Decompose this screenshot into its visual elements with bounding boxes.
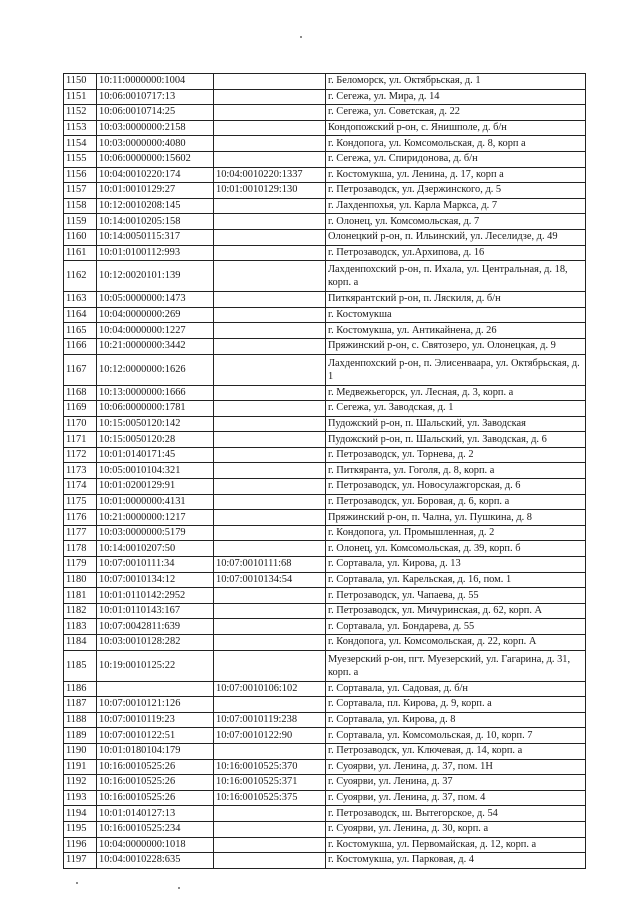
table-row — [64, 183, 586, 199]
table-row — [64, 759, 586, 775]
row-number-cell: 1152 — [64, 105, 97, 121]
row-number-cell: 1178 — [64, 541, 97, 557]
table-row — [64, 557, 586, 573]
row-number-cell: 1165 — [64, 323, 97, 339]
address-cell: г. Сортавала, ул. Комсомольская, д. 10, корп. 7 — [326, 728, 586, 744]
secondary-cadastral-number-cell — [214, 136, 326, 152]
cadastral-number-cell: 10:01:0180104:179 — [97, 743, 214, 759]
row-number-cell: 1193 — [64, 790, 97, 806]
secondary-cadastral-number-cell: 10:07:0010111:68 — [214, 557, 326, 573]
address-cell: г. Петрозаводск, ул. Чапаева, д. 55 — [326, 588, 586, 604]
address-cell: г. Петрозаводск, ул. Торнева, д. 2 — [326, 447, 586, 463]
table-row — [64, 74, 586, 90]
table-row — [64, 385, 586, 401]
secondary-cadastral-number-cell — [214, 292, 326, 308]
cadastral-number-cell: 10:12:0020101:139 — [97, 261, 214, 292]
address-cell: г. Сортавала, пл. Кирова, д. 9, корп. а — [326, 697, 586, 713]
row-number-cell: 1154 — [64, 136, 97, 152]
cadastral-number-cell: 10:07:0042811:639 — [97, 619, 214, 635]
secondary-cadastral-number-cell — [214, 89, 326, 105]
table-row — [64, 105, 586, 121]
address-cell: Лахденпохский р-он, п. Элисенваара, ул. Октябрьская, д. 1 — [326, 354, 586, 385]
table-row — [64, 447, 586, 463]
address-cell: г. Суоярви, ул. Ленина, д. 37 — [326, 775, 586, 791]
cadastral-number-cell: 10:01:0140127:13 — [97, 806, 214, 822]
secondary-cadastral-number-cell — [214, 603, 326, 619]
address-cell: г. Сортавала, ул. Кирова, д. 13 — [326, 557, 586, 573]
secondary-cadastral-number-cell — [214, 416, 326, 432]
secondary-cadastral-number-cell — [214, 743, 326, 759]
table-row — [64, 619, 586, 635]
secondary-cadastral-number-cell — [214, 74, 326, 90]
cadastral-number-cell: 10:06:0010717:13 — [97, 89, 214, 105]
row-number-cell: 1172 — [64, 447, 97, 463]
secondary-cadastral-number-cell — [214, 214, 326, 230]
address-cell: г. Костомукша, ул. Парковая, д. 4 — [326, 853, 586, 869]
table-row — [64, 681, 586, 697]
row-number-cell: 1166 — [64, 338, 97, 354]
table-row — [64, 635, 586, 651]
table-row — [64, 120, 586, 136]
address-cell: г. Петрозаводск, ул. Новосулажгорская, д. 6 — [326, 479, 586, 495]
table-row — [64, 821, 586, 837]
table-row — [64, 541, 586, 557]
address-cell: г. Суоярви, ул. Ленина, д. 30, корп. а — [326, 821, 586, 837]
cadastral-number-cell: 10:04:0010220:174 — [97, 167, 214, 183]
cadastral-number-cell: 10:16:0010525:26 — [97, 759, 214, 775]
cadastral-number-cell: 10:13:0000000:1666 — [97, 385, 214, 401]
cadastral-number-cell: 10:03:0010128:282 — [97, 635, 214, 651]
address-cell: г. Петрозаводск, ул. Боровая, д. 6, корп. а — [326, 494, 586, 510]
secondary-cadastral-number-cell — [214, 198, 326, 214]
table-row — [64, 775, 586, 791]
secondary-cadastral-number-cell — [214, 588, 326, 604]
address-cell: г. Костомукша — [326, 307, 586, 323]
cadastral-number-cell: 10:04:0000000:1018 — [97, 837, 214, 853]
cadastral-number-cell: 10:14:0050115:317 — [97, 229, 214, 245]
row-number-cell: 1191 — [64, 759, 97, 775]
cadastral-number-cell: 10:15:0050120:142 — [97, 416, 214, 432]
address-cell: г. Петрозаводск, ул. Дзержинского, д. 5 — [326, 183, 586, 199]
row-number-cell: 1180 — [64, 572, 97, 588]
table-row — [64, 198, 586, 214]
secondary-cadastral-number-cell — [214, 525, 326, 541]
secondary-cadastral-number-cell — [214, 541, 326, 557]
table-row — [64, 354, 586, 385]
address-cell: г. Сортавала, ул. Карельская, д. 16, пом. 1 — [326, 572, 586, 588]
secondary-cadastral-number-cell — [214, 479, 326, 495]
row-number-cell: 1158 — [64, 198, 97, 214]
row-number-cell: 1195 — [64, 821, 97, 837]
secondary-cadastral-number-cell: 10:01:0010129:130 — [214, 183, 326, 199]
table-row — [64, 650, 586, 681]
cadastral-number-cell: 10:19:0010125:22 — [97, 650, 214, 681]
row-number-cell: 1164 — [64, 307, 97, 323]
scan-speck — [76, 882, 78, 884]
scan-speck — [300, 36, 302, 38]
table-row — [64, 494, 586, 510]
address-cell: г. Олонец, ул. Комсомольская, д. 39, корп. б — [326, 541, 586, 557]
cadastral-number-cell: 10:01:0110143:167 — [97, 603, 214, 619]
table-row — [64, 510, 586, 526]
row-number-cell: 1155 — [64, 151, 97, 167]
address-cell: Кондопожский р-он, с. Янишполе, д. б/н — [326, 120, 586, 136]
address-cell: г. Медвежьегорск, ул. Лесная, д. 3, корп. а — [326, 385, 586, 401]
table-row — [64, 837, 586, 853]
address-cell: г. Сегежа, ул. Заводская, д. 1 — [326, 401, 586, 417]
cadastral-number-cell: 10:01:0110142:2952 — [97, 588, 214, 604]
table-row — [64, 245, 586, 261]
cadastral-number-cell: 10:07:0010111:34 — [97, 557, 214, 573]
row-number-cell: 1160 — [64, 229, 97, 245]
cadastral-number-cell: 10:12:0010208:145 — [97, 198, 214, 214]
secondary-cadastral-number-cell — [214, 245, 326, 261]
row-number-cell: 1153 — [64, 120, 97, 136]
secondary-cadastral-number-cell: 10:16:0010525:375 — [214, 790, 326, 806]
address-cell: г. Кондопога, ул. Комсомольская, д. 8, корп а — [326, 136, 586, 152]
address-cell: г. Петрозаводск, ш. Вытегорское, д. 54 — [326, 806, 586, 822]
address-cell: г. Сортавала, ул. Садовая, д. б/н — [326, 681, 586, 697]
row-number-cell: 1182 — [64, 603, 97, 619]
address-cell: г. Олонец, ул. Комсомольская, д. 7 — [326, 214, 586, 230]
secondary-cadastral-number-cell — [214, 401, 326, 417]
secondary-cadastral-number-cell — [214, 821, 326, 837]
property-registry-table — [63, 73, 586, 869]
address-cell: Пряжинский р-он, с. Святозеро, ул. Олонецкая, д. 9 — [326, 338, 586, 354]
secondary-cadastral-number-cell — [214, 261, 326, 292]
cadastral-number-cell: 10:03:0000000:4080 — [97, 136, 214, 152]
address-cell: Лахденпохский р-он, п. Ихала, ул. Центральная, д. 18, корп. а — [326, 261, 586, 292]
cadastral-number-cell: 10:04:0000000:1227 — [97, 323, 214, 339]
address-cell: г. Костомукша, ул. Ленина, д. 17, корп а — [326, 167, 586, 183]
secondary-cadastral-number-cell — [214, 307, 326, 323]
cadastral-number-cell: 10:07:0010121:126 — [97, 697, 214, 713]
row-number-cell: 1185 — [64, 650, 97, 681]
cadastral-number-cell: 10:16:0010525:234 — [97, 821, 214, 837]
cadastral-number-cell: 10:05:0000000:1473 — [97, 292, 214, 308]
table-row — [64, 151, 586, 167]
cadastral-number-cell: 10:01:0000000:4131 — [97, 494, 214, 510]
cadastral-number-cell: 10:03:0000000:5179 — [97, 525, 214, 541]
table-row — [64, 432, 586, 448]
secondary-cadastral-number-cell — [214, 338, 326, 354]
address-cell: Пудожский р-он, п. Шальский, ул. Заводская, д. 6 — [326, 432, 586, 448]
secondary-cadastral-number-cell — [214, 120, 326, 136]
row-number-cell: 1190 — [64, 743, 97, 759]
row-number-cell: 1168 — [64, 385, 97, 401]
row-number-cell: 1187 — [64, 697, 97, 713]
secondary-cadastral-number-cell — [214, 635, 326, 651]
table-row — [64, 463, 586, 479]
table-row — [64, 525, 586, 541]
table-row — [64, 292, 586, 308]
address-cell: г. Петрозаводск, ул.Архипова, д. 16 — [326, 245, 586, 261]
row-number-cell: 1184 — [64, 635, 97, 651]
cadastral-number-cell: 10:07:0010119:23 — [97, 712, 214, 728]
table-row — [64, 167, 586, 183]
address-cell: г. Суоярви, ул. Ленина, д. 37, пом. 4 — [326, 790, 586, 806]
address-cell: г. Беломорск, ул. Октябрьская, д. 1 — [326, 74, 586, 90]
address-cell: Олонецкий р-он, п. Ильинский, ул. Леселидзе, д. 49 — [326, 229, 586, 245]
secondary-cadastral-number-cell — [214, 432, 326, 448]
secondary-cadastral-number-cell — [214, 354, 326, 385]
row-number-cell: 1150 — [64, 74, 97, 90]
secondary-cadastral-number-cell — [214, 494, 326, 510]
row-number-cell: 1196 — [64, 837, 97, 853]
table-row — [64, 806, 586, 822]
cadastral-number-cell: 10:01:0010129:27 — [97, 183, 214, 199]
row-number-cell: 1194 — [64, 806, 97, 822]
row-number-cell: 1179 — [64, 557, 97, 573]
table-row — [64, 323, 586, 339]
cadastral-number-cell: 10:14:0010207:50 — [97, 541, 214, 557]
secondary-cadastral-number-cell — [214, 229, 326, 245]
address-cell: г. Сегежа, ул. Спиридонова, д. б/н — [326, 151, 586, 167]
table-row — [64, 743, 586, 759]
cadastral-number-cell: 10:15:0050120:28 — [97, 432, 214, 448]
secondary-cadastral-number-cell: 10:07:0010122:90 — [214, 728, 326, 744]
cadastral-number-cell: 10:06:0000000:1781 — [97, 401, 214, 417]
secondary-cadastral-number-cell — [214, 806, 326, 822]
address-cell: г. Сортавала, ул. Кирова, д. 8 — [326, 712, 586, 728]
row-number-cell: 1176 — [64, 510, 97, 526]
row-number-cell: 1162 — [64, 261, 97, 292]
table-row — [64, 89, 586, 105]
secondary-cadastral-number-cell — [214, 463, 326, 479]
cadastral-number-cell: 10:11:0000000:1004 — [97, 74, 214, 90]
secondary-cadastral-number-cell: 10:04:0010220:1337 — [214, 167, 326, 183]
cadastral-number-cell: 10:04:0010228:635 — [97, 853, 214, 869]
table-row — [64, 479, 586, 495]
table-row — [64, 261, 586, 292]
cadastral-number-cell: 10:01:0140171:45 — [97, 447, 214, 463]
address-cell: г. Петрозаводск, ул. Мичуринская, д. 62, корп. А — [326, 603, 586, 619]
row-number-cell: 1197 — [64, 853, 97, 869]
table-row — [64, 401, 586, 417]
cadastral-number-cell: 10:12:0000000:1626 — [97, 354, 214, 385]
scan-speck — [178, 887, 180, 889]
cadastral-number-cell: 10:05:0010104:321 — [97, 463, 214, 479]
address-cell: Питкярантский р-он, п. Ляскиля, д. б/н — [326, 292, 586, 308]
address-cell: г. Костомукша, ул. Антикайнена, д. 26 — [326, 323, 586, 339]
row-number-cell: 1192 — [64, 775, 97, 791]
table-row — [64, 229, 586, 245]
secondary-cadastral-number-cell — [214, 510, 326, 526]
address-cell: г. Костомукша, ул. Первомайская, д. 12, корп. а — [326, 837, 586, 853]
secondary-cadastral-number-cell — [214, 837, 326, 853]
secondary-cadastral-number-cell: 10:07:0010134:54 — [214, 572, 326, 588]
cadastral-number-cell: 10:21:0000000:3442 — [97, 338, 214, 354]
cadastral-number-cell: 10:21:0000000:1217 — [97, 510, 214, 526]
address-cell: г. Питкяранта, ул. Гоголя, д. 8, корп. а — [326, 463, 586, 479]
table-row — [64, 214, 586, 230]
table-row — [64, 728, 586, 744]
address-cell: г. Лахденпохья, ул. Карла Маркса, д. 7 — [326, 198, 586, 214]
cadastral-number-cell: 10:01:0100112:993 — [97, 245, 214, 261]
secondary-cadastral-number-cell — [214, 151, 326, 167]
address-cell: г. Кондопога, ул. Комсомольская, д. 22, корп. А — [326, 635, 586, 651]
address-cell: г. Сортавала, ул. Бондарева, д. 55 — [326, 619, 586, 635]
cadastral-number-cell: 10:16:0010525:26 — [97, 790, 214, 806]
cadastral-number-cell: 10:06:0000000:15602 — [97, 151, 214, 167]
address-cell: г. Сегежа, ул. Советская, д. 22 — [326, 105, 586, 121]
address-cell: г. Кондопога, ул. Промышленная, д. 2 — [326, 525, 586, 541]
table-row — [64, 338, 586, 354]
row-number-cell: 1177 — [64, 525, 97, 541]
cadastral-number-cell — [97, 681, 214, 697]
row-number-cell: 1163 — [64, 292, 97, 308]
address-cell: г. Суоярви, ул. Ленина, д. 37, пом. 1Н — [326, 759, 586, 775]
secondary-cadastral-number-cell: 10:07:0010106:102 — [214, 681, 326, 697]
table-row — [64, 712, 586, 728]
cadastral-number-cell: 10:14:0010205:158 — [97, 214, 214, 230]
secondary-cadastral-number-cell — [214, 105, 326, 121]
row-number-cell: 1175 — [64, 494, 97, 510]
table-row — [64, 697, 586, 713]
address-cell: Муезерский р-он, пгт. Муезерский, ул. Гагарина, д. 31, корп. а — [326, 650, 586, 681]
row-number-cell: 1151 — [64, 89, 97, 105]
secondary-cadastral-number-cell — [214, 697, 326, 713]
secondary-cadastral-number-cell — [214, 447, 326, 463]
row-number-cell: 1159 — [64, 214, 97, 230]
secondary-cadastral-number-cell — [214, 650, 326, 681]
address-cell: Пудожский р-он, п. Шальский, ул. Заводская — [326, 416, 586, 432]
cadastral-number-cell: 10:03:0000000:2158 — [97, 120, 214, 136]
row-number-cell: 1174 — [64, 479, 97, 495]
table-row — [64, 790, 586, 806]
address-cell: г. Петрозаводск, ул. Ключевая, д. 14, корп. а — [326, 743, 586, 759]
row-number-cell: 1186 — [64, 681, 97, 697]
cadastral-number-cell: 10:01:0200129:91 — [97, 479, 214, 495]
cadastral-number-cell: 10:07:0010122:51 — [97, 728, 214, 744]
cadastral-number-cell: 10:07:0010134:12 — [97, 572, 214, 588]
row-number-cell: 1167 — [64, 354, 97, 385]
table-row — [64, 307, 586, 323]
secondary-cadastral-number-cell — [214, 619, 326, 635]
secondary-cadastral-number-cell — [214, 323, 326, 339]
cadastral-number-cell: 10:16:0010525:26 — [97, 775, 214, 791]
table-row — [64, 603, 586, 619]
row-number-cell: 1181 — [64, 588, 97, 604]
table-row — [64, 136, 586, 152]
row-number-cell: 1189 — [64, 728, 97, 744]
row-number-cell: 1157 — [64, 183, 97, 199]
address-cell: г. Сегежа, ул. Мира, д. 14 — [326, 89, 586, 105]
table-row — [64, 572, 586, 588]
table-row — [64, 588, 586, 604]
address-cell: Пряжинский р-он, п. Чална, ул. Пушкина, д. 8 — [326, 510, 586, 526]
table-row — [64, 853, 586, 869]
table-row — [64, 416, 586, 432]
secondary-cadastral-number-cell: 10:16:0010525:371 — [214, 775, 326, 791]
row-number-cell: 1188 — [64, 712, 97, 728]
secondary-cadastral-number-cell: 10:16:0010525:370 — [214, 759, 326, 775]
row-number-cell: 1169 — [64, 401, 97, 417]
secondary-cadastral-number-cell — [214, 385, 326, 401]
row-number-cell: 1161 — [64, 245, 97, 261]
secondary-cadastral-number-cell — [214, 853, 326, 869]
row-number-cell: 1170 — [64, 416, 97, 432]
secondary-cadastral-number-cell: 10:07:0010119:238 — [214, 712, 326, 728]
row-number-cell: 1156 — [64, 167, 97, 183]
cadastral-number-cell: 10:06:0010714:25 — [97, 105, 214, 121]
row-number-cell: 1171 — [64, 432, 97, 448]
registry-body — [64, 74, 586, 869]
cadastral-number-cell: 10:04:0000000:269 — [97, 307, 214, 323]
row-number-cell: 1173 — [64, 463, 97, 479]
row-number-cell: 1183 — [64, 619, 97, 635]
